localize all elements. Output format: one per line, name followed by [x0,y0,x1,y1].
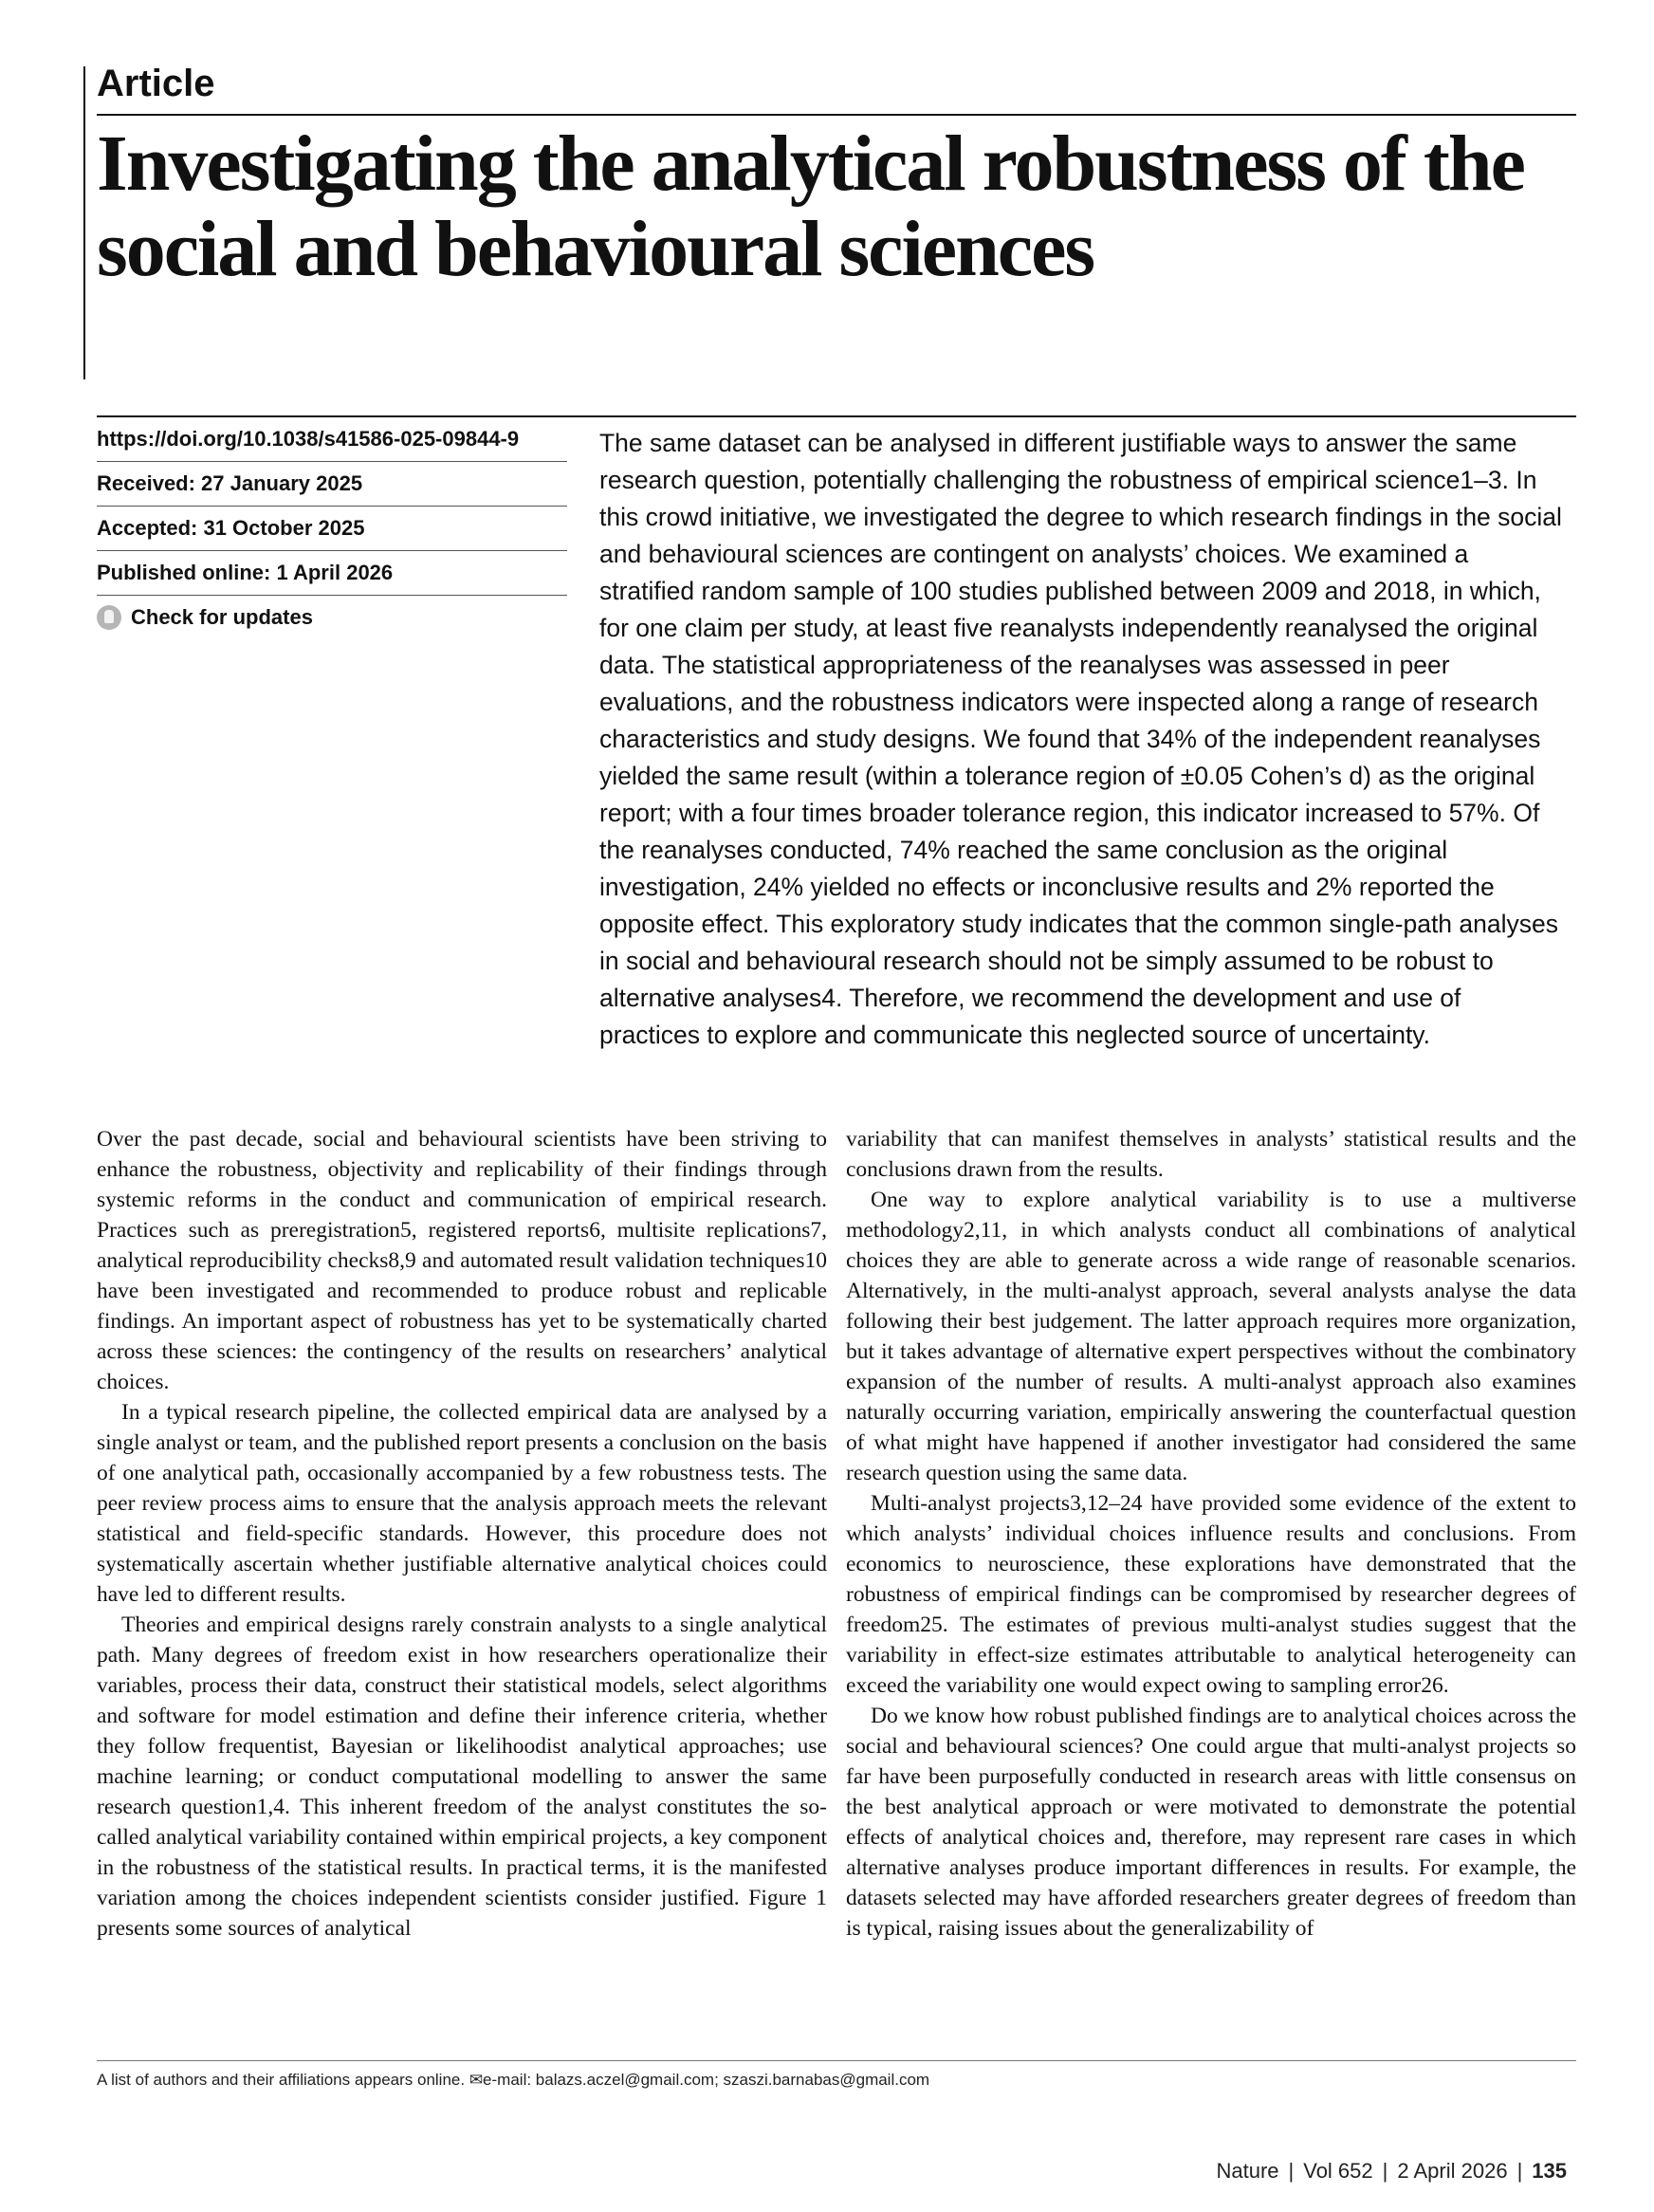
accepted-date: Accepted: 31 October 2025 [97,507,567,551]
author-footnote: A list of authors and their affiliations appears online. ✉e-mail: balazs.aczel@gmail.com; szaszi.barnabas@gmail.com [97,2071,930,2089]
page-number: 135 [1532,2159,1567,2183]
check-for-updates-icon [97,605,121,630]
article-type-label: Article [97,63,215,104]
body-paragraph: Over the past decade, social and behavioural scientists have been striving to enhance the robustness, objectivity and replicability of their findings through systemic reforms in the conduct and communication of empirical research. Practices such as preregistration5, registered reports6, multisite replications7, analytical reproducibility checks8,9 and automated result validation techniques10 have been investigated and recommended to produce robust and replicable findings. An important aspect of robustness has yet to be systematically charted across these sciences: the contingency of the results on researchers’ analytical choices. [97,1127,827,1394]
body-column-left [97,1124,827,1944]
header-rule [97,114,1576,116]
body-paragraph: Theories and empirical designs rarely constrain analysts to a single analytical path. Many degrees of freedom exist in how researchers operationalize their variables, process their data, construct their statistical models, select algorithms and software for model estimation and define their inference criteria, whether they follow frequentist, Bayesian or likelihoodist analytical approaches; use machine learning; or conduct computational modelling to answer the same research question1,4. This inherent freedom of the analyst constitutes the so-called analytical variability contained within empirical projects, a key component in the robustness of the statistical results. In practical terms, it is the manifested variation among the choices independent scientists consider justified. Figure 1 presents some sources of analytical [97,1613,827,1941]
volume-number: Vol 652 [1303,2159,1373,2183]
article-title: Investigating the analytical robustness of the social and behavioural sciences [97,120,1524,293]
body-paragraph: variability that can manifest themselves in analysts’ statistical results and the conclusions drawn from the results. [846,1127,1576,1182]
doi-link[interactable]: https://doi.org/10.1038/s41586-025-09844-9 [97,417,567,462]
body-paragraph: Multi-analyst projects3,12–24 have provided some evidence of the extent to which analysts’ individual choices influence results and conclusions. From economics to neuroscience, these explorations have demonstrated that the robustness of empirical findings can be compromised by researcher degrees of freedom25. The estimates of previous multi-analyst studies suggest that the variability in effect-size estimates attributable to analytical heterogeneity can exceed the variability one would expect owing to sampling error26. [846,1491,1576,1698]
abstract: The same dataset can be analysed in different justifiable ways to answer the same research question, potentially challenging the robustness of empirical science1–3. In this crowd initiative, we investigated the degree to which research findings in the social and behavioural sciences are contingent on analysts’ choices. We examined a stratified random sample of 100 studies published between 2009 and 2018, in which, for one claim per study, at least five reanalysts independently reanalysed the original data. The statistical appropriateness of the reanalyses was assessed in peer evaluations, and the robustness indicators were inspected along a range of research characteristics and study designs. We found that 34% of the independent reanalyses yielded the same result (within a tolerance region of ±0.05 Cohen’s d) as the original report; with a four times broader tolerance region, this indicator increased to 57%. Of the reanalyses conducted, 74% reached the same conclusion as the original investigation, 24% yielded no effects or inconclusive results and 2% reported the opposite effect. This exploratory study indicates that the common single-path analyses in social and behavioural research should not be simply assumed to be robust to alternative analyses4. Therefore, we recommend the development and use of practices to explore and communicate this neglected source of uncertainty. [599,429,1562,1049]
left-margin-rule [83,66,85,379]
footnote-rule [97,2060,1576,2061]
received-date: Received: 27 January 2025 [97,462,567,507]
check-for-updates-button[interactable] [97,596,567,639]
body-paragraph: One way to explore analytical variability is to use a multiverse methodology2,11, in which analysts conduct all combinations of analytical choices they are able to generate across a wide range of reasonable scenarios. Alternatively, in the multi-analyst approach, several analysts analyse the data following their best judgement. The latter approach requires more organization, but it takes advantage of alternative expert perspectives without the combinatory expansion of the number of results. A multi-analyst approach also examines naturally occurring variation, empirically answering the counterfactual question of what might have happened if another investigator had considered the same research question using the same data. [846,1188,1576,1485]
article-metadata [97,417,567,639]
published-date: Published online: 1 April 2026 [97,551,567,596]
body-column-right [846,1124,1576,1944]
page-footer: Nature | Vol 652 | 2 April 2026 | 135 [1216,2159,1567,2183]
body-paragraph: In a typical research pipeline, the collected empirical data are analysed by a single analyst or team, and the published report presents a conclusion on the basis of one analytical path, occasionally accompanied by a few robustness tests. The peer review process aims to ensure that the analysis approach meets the relevant statistical and field-specific standards. However, this procedure does not systematically ascertain whether justifiable alternative analytical choices could have led to different results. [97,1400,827,1607]
journal-name: Nature [1216,2159,1279,2183]
check-for-updates-label: Check for updates [131,605,313,629]
issue-date: 2 April 2026 [1397,2159,1508,2183]
body-paragraph: Do we know how robust published findings are to analytical choices across the social and behavioural sciences? One could argue that multi-analyst projects so far have been purposefully conducted in research areas with little consensus on the best analytical approach or were motivated to demonstrate the potential effects of analytical choices and, therefore, may represent rare cases in which alternative analyses produce important differences in results. For example, the datasets selected may have afforded researchers greater degrees of freedom than is typical, raising issues about the generalizability of [846,1704,1576,1941]
